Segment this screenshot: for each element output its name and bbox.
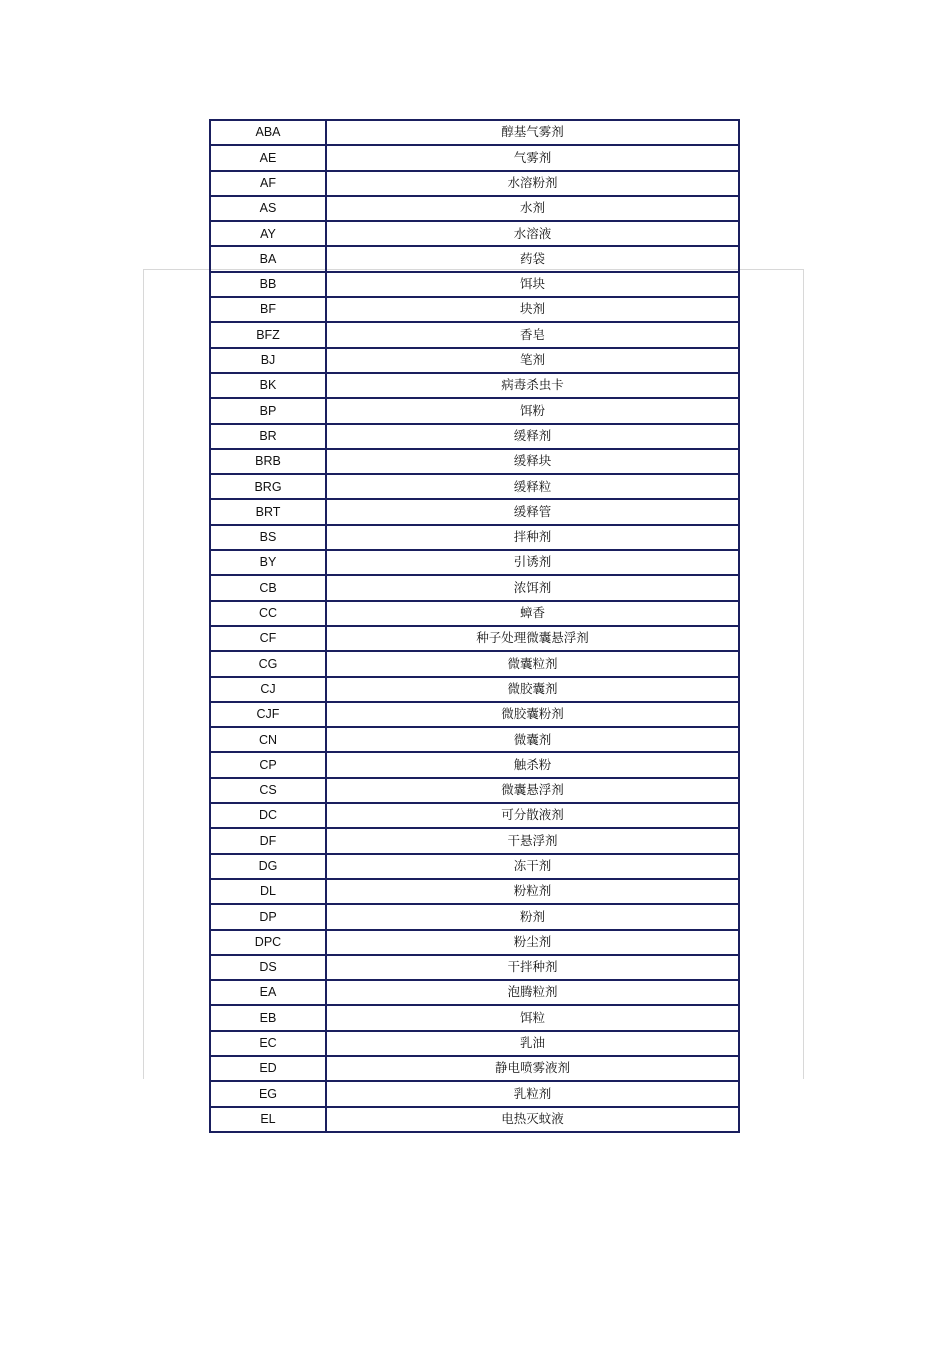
name-cell: 触杀粉	[326, 752, 739, 777]
code-cell: CP	[210, 752, 326, 777]
table-row	[210, 297, 739, 322]
code-cell: AY	[210, 221, 326, 246]
table-row	[210, 424, 739, 449]
table-row	[210, 727, 739, 752]
code-cell: BB	[210, 272, 326, 297]
code-cell: CS	[210, 778, 326, 803]
table-row	[210, 677, 739, 702]
code-cell: EL	[210, 1107, 326, 1132]
table-row	[210, 196, 739, 221]
table-row	[210, 1107, 739, 1132]
name-cell: 块剂	[326, 297, 739, 322]
name-cell: 拌种剂	[326, 525, 739, 550]
code-cell: DS	[210, 955, 326, 980]
table-row	[210, 525, 739, 550]
table-row	[210, 1031, 739, 1056]
table-row	[210, 120, 739, 145]
table-row	[210, 854, 739, 879]
table-row	[210, 145, 739, 170]
code-cell: CB	[210, 575, 326, 600]
code-cell: DPC	[210, 930, 326, 955]
name-cell: 微囊悬浮剂	[326, 778, 739, 803]
name-cell: 醇基气雾剂	[326, 120, 739, 145]
name-cell: 乳粒剂	[326, 1081, 739, 1106]
name-cell: 气雾剂	[326, 145, 739, 170]
code-cell: AE	[210, 145, 326, 170]
table-row	[210, 879, 739, 904]
name-cell: 乳油	[326, 1031, 739, 1056]
name-cell: 可分散液剂	[326, 803, 739, 828]
code-cell: CC	[210, 601, 326, 626]
table-row	[210, 322, 739, 347]
table-row	[210, 803, 739, 828]
table-row	[210, 171, 739, 196]
table-body	[210, 120, 739, 1132]
name-cell: 静电喷雾液剂	[326, 1056, 739, 1081]
code-cell: CG	[210, 651, 326, 676]
name-cell: 引诱剂	[326, 550, 739, 575]
table-row	[210, 575, 739, 600]
code-cell: EB	[210, 1005, 326, 1030]
name-cell: 电热灭蚊液	[326, 1107, 739, 1132]
table-row	[210, 221, 739, 246]
code-cell: EA	[210, 980, 326, 1005]
table-row	[210, 904, 739, 929]
name-cell: 微囊剂	[326, 727, 739, 752]
code-cell: AS	[210, 196, 326, 221]
code-cell: CN	[210, 727, 326, 752]
name-cell: 粉尘剂	[326, 930, 739, 955]
code-cell: BA	[210, 246, 326, 271]
name-cell: 饵块	[326, 272, 739, 297]
name-cell: 香皂	[326, 322, 739, 347]
table-row	[210, 778, 739, 803]
name-cell: 干悬浮剂	[326, 828, 739, 853]
name-cell: 微胶囊剂	[326, 677, 739, 702]
name-cell: 水溶粉剂	[326, 171, 739, 196]
code-cell: BRT	[210, 499, 326, 524]
name-cell: 缓释剂	[326, 424, 739, 449]
code-cell: EG	[210, 1081, 326, 1106]
code-cell: DP	[210, 904, 326, 929]
table-row	[210, 626, 739, 651]
name-cell: 粉粒剂	[326, 879, 739, 904]
code-cell: DF	[210, 828, 326, 853]
table-row	[210, 1081, 739, 1106]
name-cell: 微囊粒剂	[326, 651, 739, 676]
code-cell: BP	[210, 398, 326, 423]
table-row	[210, 601, 739, 626]
table-row	[210, 246, 739, 271]
code-cell: DL	[210, 879, 326, 904]
name-cell: 微胶囊粉剂	[326, 702, 739, 727]
name-cell: 缓释管	[326, 499, 739, 524]
code-cell: BJ	[210, 348, 326, 373]
code-cell: BK	[210, 373, 326, 398]
table-row	[210, 398, 739, 423]
code-cell: ABA	[210, 120, 326, 145]
name-cell: 笔剂	[326, 348, 739, 373]
name-cell: 冻干剂	[326, 854, 739, 879]
code-cell: ED	[210, 1056, 326, 1081]
name-cell: 缓释粒	[326, 474, 739, 499]
name-cell: 浓饵剂	[326, 575, 739, 600]
table-row	[210, 474, 739, 499]
name-cell: 缓释块	[326, 449, 739, 474]
code-cell: BR	[210, 424, 326, 449]
code-cell: CJ	[210, 677, 326, 702]
code-cell: BFZ	[210, 322, 326, 347]
code-cell: DG	[210, 854, 326, 879]
name-cell: 粉剂	[326, 904, 739, 929]
code-cell: AF	[210, 171, 326, 196]
code-cell: CJF	[210, 702, 326, 727]
code-cell: DC	[210, 803, 326, 828]
table-row	[210, 1005, 739, 1030]
table-row	[210, 955, 739, 980]
table-row	[210, 752, 739, 777]
code-cell: BS	[210, 525, 326, 550]
name-cell: 药袋	[326, 246, 739, 271]
name-cell: 蟑香	[326, 601, 739, 626]
table-row	[210, 828, 739, 853]
table-row	[210, 348, 739, 373]
code-cell: BF	[210, 297, 326, 322]
code-cell: CF	[210, 626, 326, 651]
table-row	[210, 272, 739, 297]
name-cell: 干拌种剂	[326, 955, 739, 980]
table-row	[210, 651, 739, 676]
table-row	[210, 373, 739, 398]
name-cell: 水溶液	[326, 221, 739, 246]
code-cell: BY	[210, 550, 326, 575]
code-cell: EC	[210, 1031, 326, 1056]
table-row	[210, 449, 739, 474]
table-row	[210, 1056, 739, 1081]
formulation-code-table	[209, 119, 740, 1133]
name-cell: 种子处理微囊悬浮剂	[326, 626, 739, 651]
table-row	[210, 499, 739, 524]
table-row	[210, 550, 739, 575]
name-cell: 水剂	[326, 196, 739, 221]
name-cell: 病毒杀虫卡	[326, 373, 739, 398]
table-row	[210, 980, 739, 1005]
code-cell: BRB	[210, 449, 326, 474]
name-cell: 泡腾粒剂	[326, 980, 739, 1005]
table-row	[210, 702, 739, 727]
table-row	[210, 930, 739, 955]
code-cell: BRG	[210, 474, 326, 499]
name-cell: 饵粒	[326, 1005, 739, 1030]
name-cell: 饵粉	[326, 398, 739, 423]
